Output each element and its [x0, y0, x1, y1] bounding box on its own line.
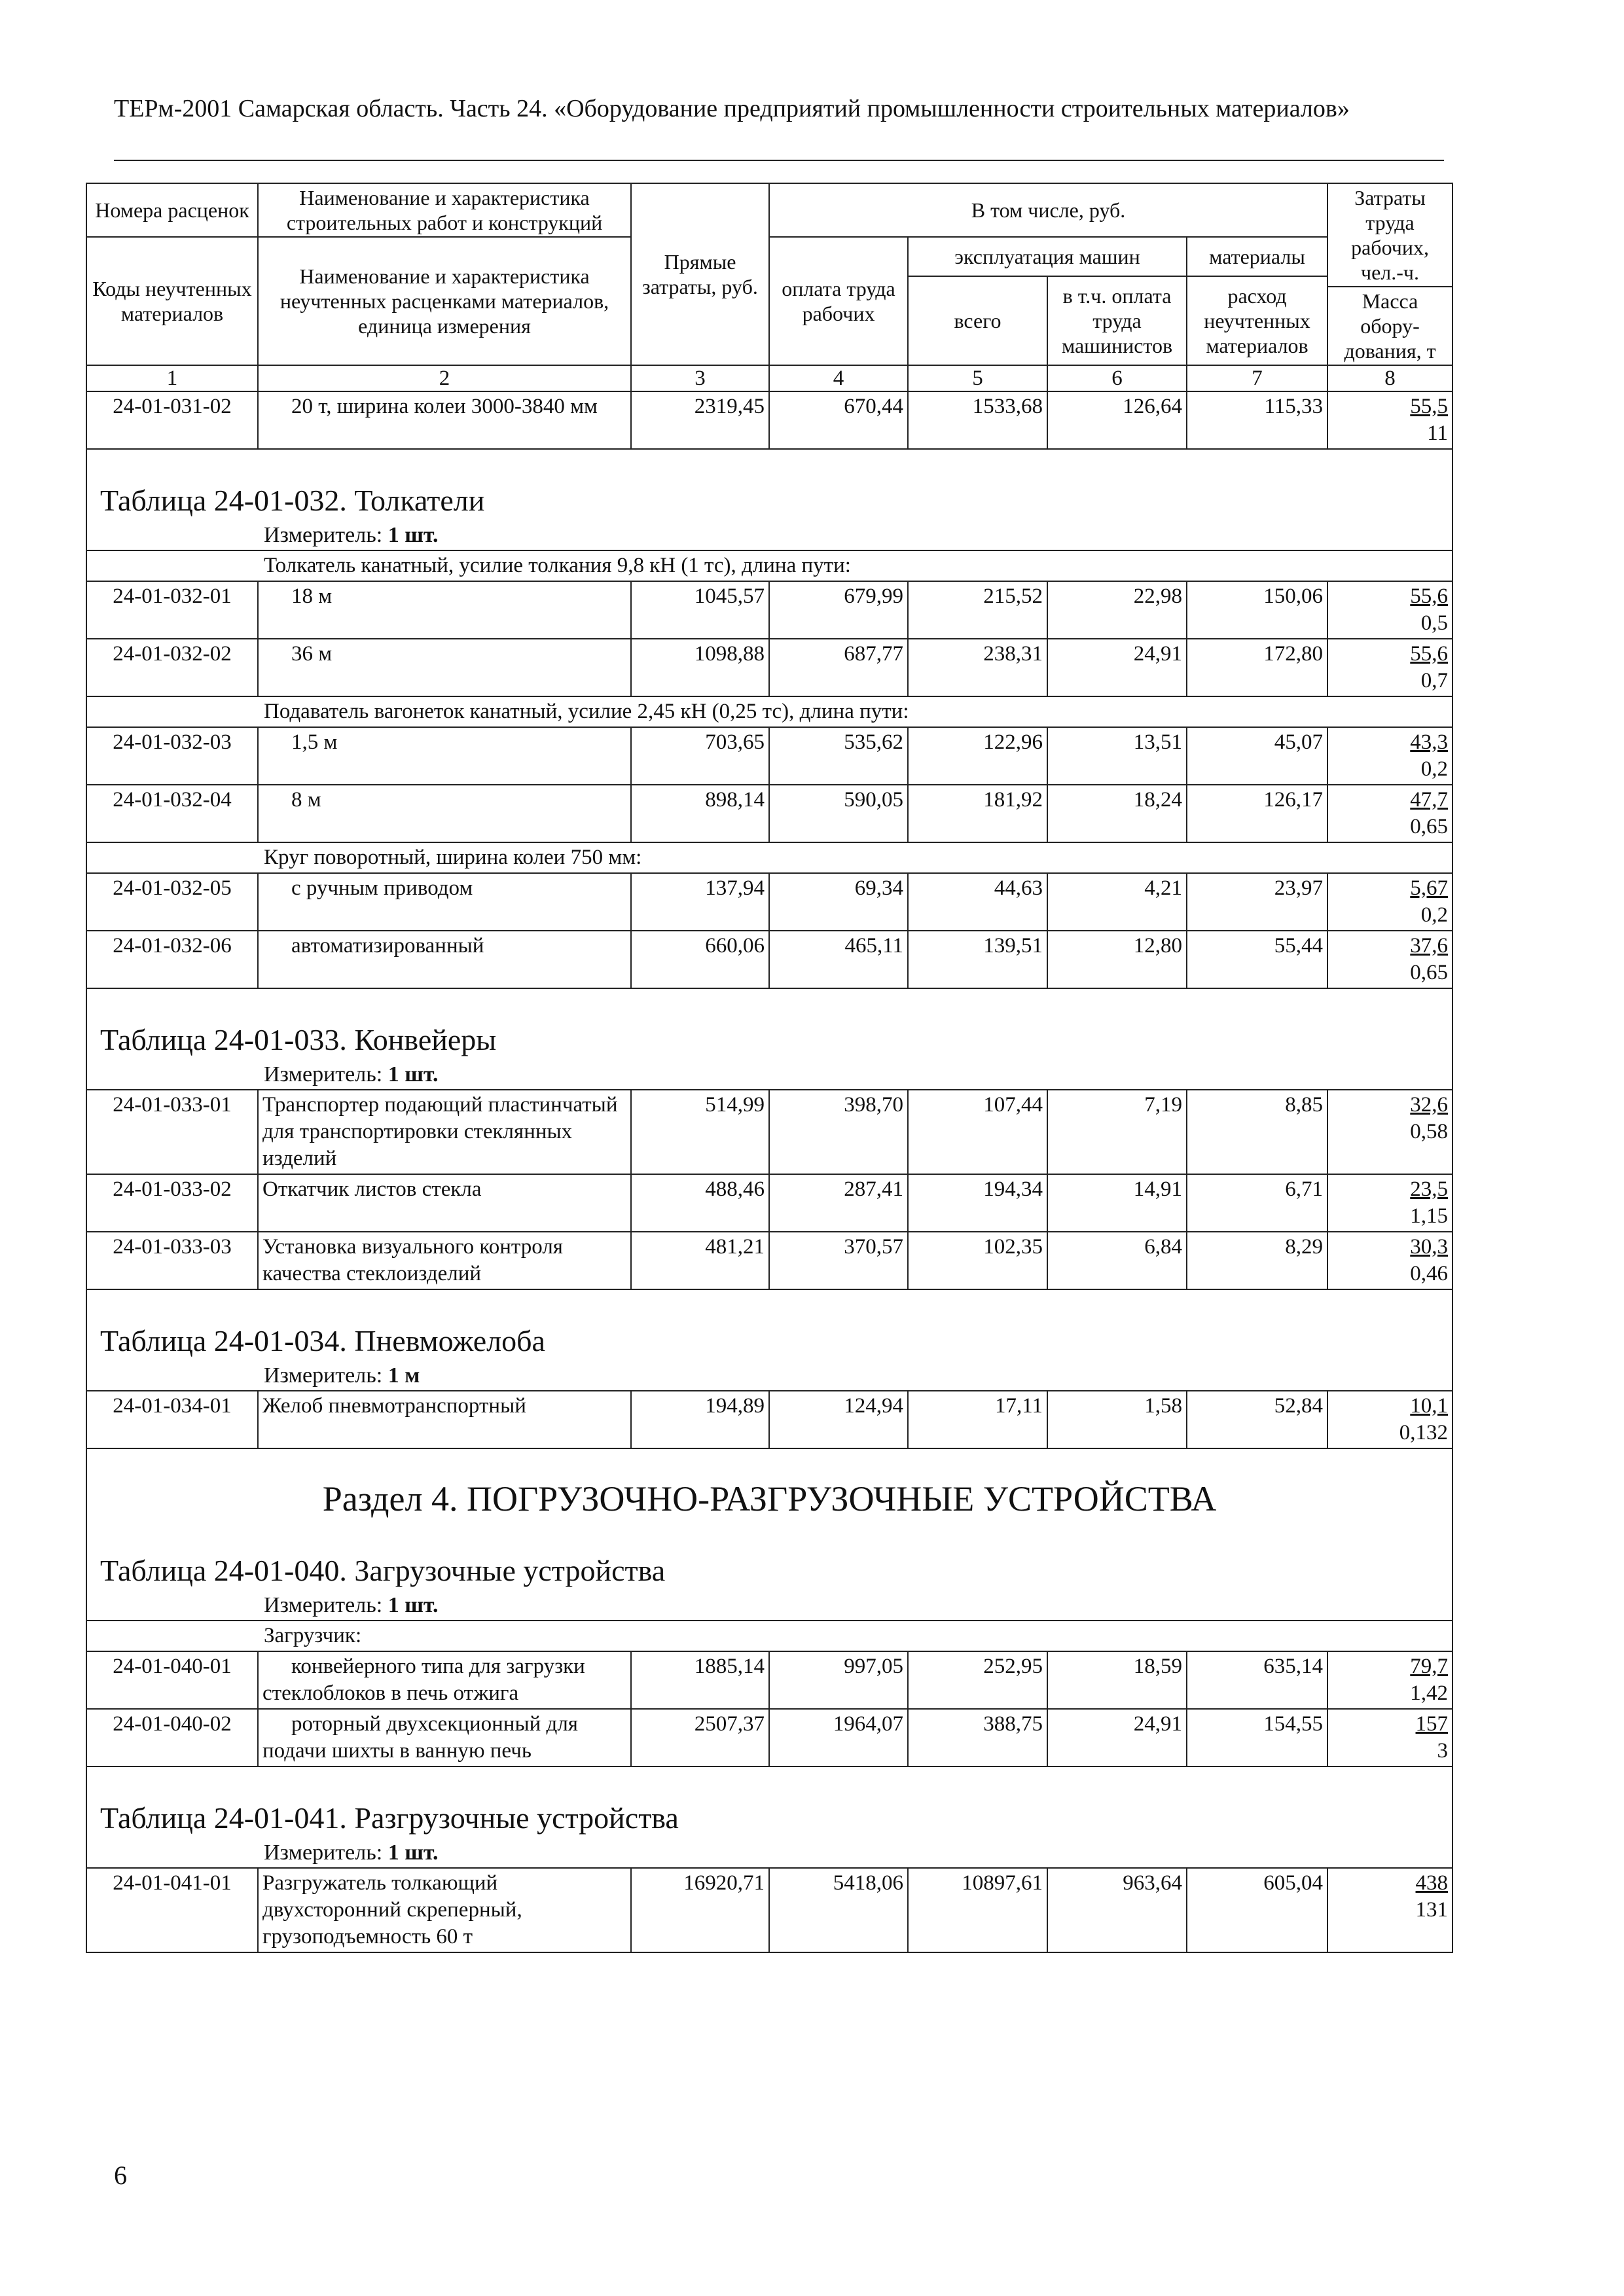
labor-hours: 32,6: [1410, 1093, 1449, 1117]
direct-cost: 481,21: [631, 1232, 769, 1289]
machinist-labor: 14,91: [1047, 1174, 1187, 1232]
labor-cost: 679,99: [769, 581, 908, 639]
rate-code: 24-01-040-02: [86, 1709, 258, 1767]
labor-cost: 370,57: [769, 1232, 908, 1289]
labor-hours: 47,7: [1410, 788, 1449, 812]
material-cost: 150,06: [1187, 581, 1327, 639]
labor-cost: 465,11: [769, 931, 908, 988]
machine-cost: 107,44: [908, 1090, 1047, 1174]
rate-name: Транспортер подающий пластинчатый для транспортировки стеклянных изделий: [258, 1090, 631, 1174]
machinist-labor: 6,84: [1047, 1232, 1187, 1289]
machinist-labor: 18,24: [1047, 785, 1187, 842]
machine-cost: 102,35: [908, 1232, 1047, 1289]
table-title-034: Таблица 24-01-034. Пневможелоба: [86, 1289, 1453, 1361]
table-row: [86, 873, 1453, 931]
rate-name: Желоб пневмотранспортный: [258, 1391, 631, 1448]
equipment-mass: 0,65: [1410, 815, 1449, 838]
table-row: [86, 391, 1453, 449]
document-header-title: ТЕРм-2001 Самарская область. Часть 24. «Оборудование предприятий промышленности строительных материалов»: [114, 95, 1350, 122]
measure-value: 1 шт.: [388, 1593, 439, 1617]
col-num-5: 5: [908, 365, 1047, 391]
labor-hours: 438: [1415, 1871, 1449, 1895]
labor-cost: 287,41: [769, 1174, 908, 1232]
labor-hours-mass: [1327, 931, 1453, 988]
rate-code: 24-01-032-01: [86, 581, 258, 639]
labor-hours-mass: [1327, 581, 1453, 639]
machinist-labor: 963,64: [1047, 1868, 1187, 1952]
col8-head-a: Затраты труда рабочих, чел.-ч.: [1327, 183, 1453, 287]
table-title-040: Таблица 24-01-040. Загрузочные устройства: [86, 1520, 1453, 1590]
labor-cost: 997,05: [769, 1651, 908, 1709]
measure-label: Измеритель:: [264, 1363, 383, 1388]
labor-hours: 79,7: [1410, 1655, 1449, 1678]
measure-032: [86, 520, 1453, 550]
col-num-7: 7: [1187, 365, 1327, 391]
measure-value: 1 шт.: [388, 1062, 439, 1086]
rate-code: 24-01-041-01: [86, 1868, 258, 1952]
labor-hours-mass: [1327, 1090, 1453, 1174]
machinist-labor: 7,19: [1047, 1090, 1187, 1174]
machine-cost: 194,34: [908, 1174, 1047, 1232]
table-row: [86, 785, 1453, 842]
measure-label: Измеритель:: [264, 1840, 383, 1865]
labor-hours-mass: [1327, 785, 1453, 842]
col2-head-b: Наименование и характеристика неучтенных расценками материалов, единица измерения: [258, 237, 631, 365]
rate-code: 24-01-032-03: [86, 727, 258, 785]
table-row: [86, 1174, 1453, 1232]
section-title: Раздел 4. ПОГРУЗОЧНО-РАЗГРУЗОЧНЫЕ УСТРОЙСТВА: [86, 1448, 1453, 1520]
labor-hours: 43,3: [1410, 730, 1449, 754]
material-cost: 126,17: [1187, 785, 1327, 842]
machine-cost: 388,75: [908, 1709, 1047, 1767]
direct-cost: 2319,45: [631, 391, 769, 449]
labor-hours-mass: [1327, 1651, 1453, 1709]
rate-code: 24-01-032-02: [86, 639, 258, 696]
measure-034: [86, 1361, 1453, 1391]
direct-cost: 194,89: [631, 1391, 769, 1448]
group-title: Загрузчик:: [86, 1621, 1453, 1651]
equipment-mass: 0,132: [1399, 1421, 1449, 1444]
machine-cost: 1533,68: [908, 391, 1047, 449]
equipment-mass: 3: [1437, 1739, 1449, 1763]
labor-cost: 590,05: [769, 785, 908, 842]
table-row: [86, 1090, 1453, 1174]
labor-hours-mass: [1327, 1709, 1453, 1767]
page-number: 6: [114, 2161, 127, 2190]
labor-hours: 55,6: [1410, 642, 1449, 666]
machine-cost: 181,92: [908, 785, 1047, 842]
labor-hours-mass: [1327, 727, 1453, 785]
equipment-mass: 0,58: [1410, 1120, 1449, 1143]
rate-code: 24-01-034-01: [86, 1391, 258, 1448]
table-row: [86, 639, 1453, 696]
labor-hours: 37,6: [1410, 934, 1449, 958]
labor-hours: 5,67: [1410, 876, 1449, 900]
equipment-mass: 0,46: [1410, 1262, 1449, 1285]
rates-table: [86, 183, 1453, 1953]
equipment-mass: 1,15: [1410, 1204, 1449, 1228]
measure-label: Измеритель:: [264, 523, 383, 547]
col-num-2: 2: [258, 365, 631, 391]
table-row: [86, 1651, 1453, 1709]
table-title-041: Таблица 24-01-041. Разгрузочные устройства: [86, 1767, 1453, 1838]
machinist-labor: 4,21: [1047, 873, 1187, 931]
direct-cost: 488,46: [631, 1174, 769, 1232]
machine-cost: 10897,61: [908, 1868, 1047, 1952]
table-row: [86, 581, 1453, 639]
table-row: [86, 1232, 1453, 1289]
labor-hours: 55,6: [1410, 584, 1449, 608]
rate-code: 24-01-033-03: [86, 1232, 258, 1289]
rate-name: 36 м: [258, 639, 631, 696]
col7-head: расход неучтенных материалов: [1187, 276, 1327, 365]
labor-hours-mass: [1327, 1174, 1453, 1232]
machine-cost: 238,31: [908, 639, 1047, 696]
table-row: [86, 1709, 1453, 1767]
col-num-6: 6: [1047, 365, 1187, 391]
col-num-4: 4: [769, 365, 908, 391]
labor-hours: 23,5: [1410, 1177, 1449, 1201]
rate-code: 24-01-031-02: [86, 391, 258, 449]
table-row: [86, 1868, 1453, 1952]
material-cost: 52,84: [1187, 1391, 1327, 1448]
direct-cost: 1045,57: [631, 581, 769, 639]
machinist-labor: 126,64: [1047, 391, 1187, 449]
rate-name: роторный двухсекционный для подачи шихты в ванную печь: [258, 1709, 631, 1767]
measure-value: 1 м: [388, 1363, 420, 1388]
measure-label: Измеритель:: [264, 1062, 383, 1086]
labor-hours-mass: [1327, 1232, 1453, 1289]
group-title: Круг поворотный, ширина колеи 750 мм:: [86, 842, 1453, 873]
material-cost: 635,14: [1187, 1651, 1327, 1709]
labor-hours: 10,1: [1410, 1394, 1449, 1418]
rate-code: 24-01-032-06: [86, 931, 258, 988]
header-rule: [114, 160, 1444, 161]
labor-hours-mass: [1327, 391, 1453, 449]
rate-name: 1,5 м: [258, 727, 631, 785]
direct-cost: 1098,88: [631, 639, 769, 696]
table-row: [86, 727, 1453, 785]
labor-hours: 157: [1415, 1712, 1449, 1736]
direct-cost: 898,14: [631, 785, 769, 842]
materials-head: материалы: [1187, 237, 1327, 276]
material-cost: 172,80: [1187, 639, 1327, 696]
machine-cost: 139,51: [908, 931, 1047, 988]
equipment-mass: 0,65: [1410, 961, 1449, 984]
table-title-033: Таблица 24-01-033. Конвейеры: [86, 988, 1453, 1060]
col2-head-a: Наименование и характеристика строительных работ и конструкций: [258, 183, 631, 237]
material-cost: 45,07: [1187, 727, 1327, 785]
machinist-labor: 18,59: [1047, 1651, 1187, 1709]
rate-code: 24-01-033-02: [86, 1174, 258, 1232]
group-title: Подаватель вагонеток канатный, усилие 2,45 кН (0,25 тс), длина пути:: [86, 696, 1453, 727]
equipment-mass: 131: [1415, 1898, 1449, 1922]
rate-code: 24-01-033-01: [86, 1090, 258, 1174]
labor-cost: 1964,07: [769, 1709, 908, 1767]
material-cost: 8,29: [1187, 1232, 1327, 1289]
equipment-mass: 1,42: [1410, 1681, 1449, 1705]
measure-040: [86, 1590, 1453, 1621]
col-num-3: 3: [631, 365, 769, 391]
labor-cost: 124,94: [769, 1391, 908, 1448]
labor-cost: 5418,06: [769, 1868, 908, 1952]
col6-head: в т.ч. оплата труда машинистов: [1047, 276, 1187, 365]
labor-hours: 55,5: [1410, 395, 1449, 418]
labor-hours-mass: [1327, 1391, 1453, 1448]
direct-cost: 16920,71: [631, 1868, 769, 1952]
measure-value: 1 шт.: [388, 1840, 439, 1865]
direct-cost: 2507,37: [631, 1709, 769, 1767]
group-title: Толкатель канатный, усилие толкания 9,8 кН (1 тс), длина пути:: [86, 550, 1453, 581]
labor-cost: 69,34: [769, 873, 908, 931]
rate-code: 24-01-032-04: [86, 785, 258, 842]
machinist-labor: 24,91: [1047, 1709, 1187, 1767]
measure-label: Измеритель:: [264, 1593, 383, 1617]
labor-cost: 687,77: [769, 639, 908, 696]
rate-name: автоматизированный: [258, 931, 631, 988]
direct-cost: 514,99: [631, 1090, 769, 1174]
material-cost: 8,85: [1187, 1090, 1327, 1174]
machinist-labor: 24,91: [1047, 639, 1187, 696]
incl-head: В том числе, руб.: [769, 183, 1327, 237]
labor-hours-mass: [1327, 1868, 1453, 1952]
col-num-1: 1: [86, 365, 258, 391]
material-cost: 23,97: [1187, 873, 1327, 931]
rate-code: 24-01-032-05: [86, 873, 258, 931]
machine-cost: 44,63: [908, 873, 1047, 931]
col3-head: Прямые затраты, руб.: [631, 183, 769, 365]
col4-head: оплата труда рабочих: [769, 237, 908, 365]
material-cost: 154,55: [1187, 1709, 1327, 1767]
rate-name: Разгружатель толкающий двухсторонний скреперный, грузоподъемность 60 т: [258, 1868, 631, 1952]
material-cost: 55,44: [1187, 931, 1327, 988]
measure-041: [86, 1838, 1453, 1868]
machine-cost: 122,96: [908, 727, 1047, 785]
machinist-labor: 13,51: [1047, 727, 1187, 785]
equipment-mass: 0,5: [1420, 611, 1449, 635]
equipment-mass: 0,7: [1420, 669, 1449, 692]
rate-name: 8 м: [258, 785, 631, 842]
machines-head: эксплуатация машин: [908, 237, 1187, 276]
measure-value: 1 шт.: [388, 523, 439, 547]
col-num-8: 8: [1327, 365, 1453, 391]
table-title-032: Таблица 24-01-032. Толкатели: [86, 449, 1453, 520]
rate-name: 20 т, ширина колеи 3000-3840 мм: [258, 391, 631, 449]
rate-name: 18 м: [258, 581, 631, 639]
col8-head-b: Масса обору-дования, т: [1327, 287, 1453, 365]
direct-cost: 703,65: [631, 727, 769, 785]
labor-cost: 398,70: [769, 1090, 908, 1174]
rate-name: Откатчик листов стекла: [258, 1174, 631, 1232]
direct-cost: 137,94: [631, 873, 769, 931]
material-cost: 115,33: [1187, 391, 1327, 449]
equipment-mass: 0,2: [1420, 903, 1449, 927]
col5-head: всего: [908, 276, 1047, 365]
col1-head-b: Коды неучтенных материалов: [86, 237, 258, 365]
equipment-mass: 11: [1427, 422, 1449, 445]
rate-name: Установка визуального контроля качества стеклоизделий: [258, 1232, 631, 1289]
labor-cost: 535,62: [769, 727, 908, 785]
material-cost: 605,04: [1187, 1868, 1327, 1952]
direct-cost: 660,06: [631, 931, 769, 988]
col1-head-a: Номера расценок: [86, 183, 258, 237]
machinist-labor: 1,58: [1047, 1391, 1187, 1448]
rate-code: 24-01-040-01: [86, 1651, 258, 1709]
labor-hours-mass: [1327, 873, 1453, 931]
equipment-mass: 0,2: [1420, 757, 1449, 781]
labor-cost: 670,44: [769, 391, 908, 449]
direct-cost: 1885,14: [631, 1651, 769, 1709]
rate-name: конвейерного типа для загрузки стеклоблоков в печь отжига: [258, 1651, 631, 1709]
machine-cost: 215,52: [908, 581, 1047, 639]
machinist-labor: 22,98: [1047, 581, 1187, 639]
measure-033: [86, 1060, 1453, 1090]
labor-hours-mass: [1327, 639, 1453, 696]
table-row: [86, 1391, 1453, 1448]
machine-cost: 252,95: [908, 1651, 1047, 1709]
labor-hours: 30,3: [1410, 1235, 1449, 1259]
table-row: [86, 931, 1453, 988]
rate-name: с ручным приводом: [258, 873, 631, 931]
machine-cost: 17,11: [908, 1391, 1047, 1448]
machinist-labor: 12,80: [1047, 931, 1187, 988]
material-cost: 6,71: [1187, 1174, 1327, 1232]
